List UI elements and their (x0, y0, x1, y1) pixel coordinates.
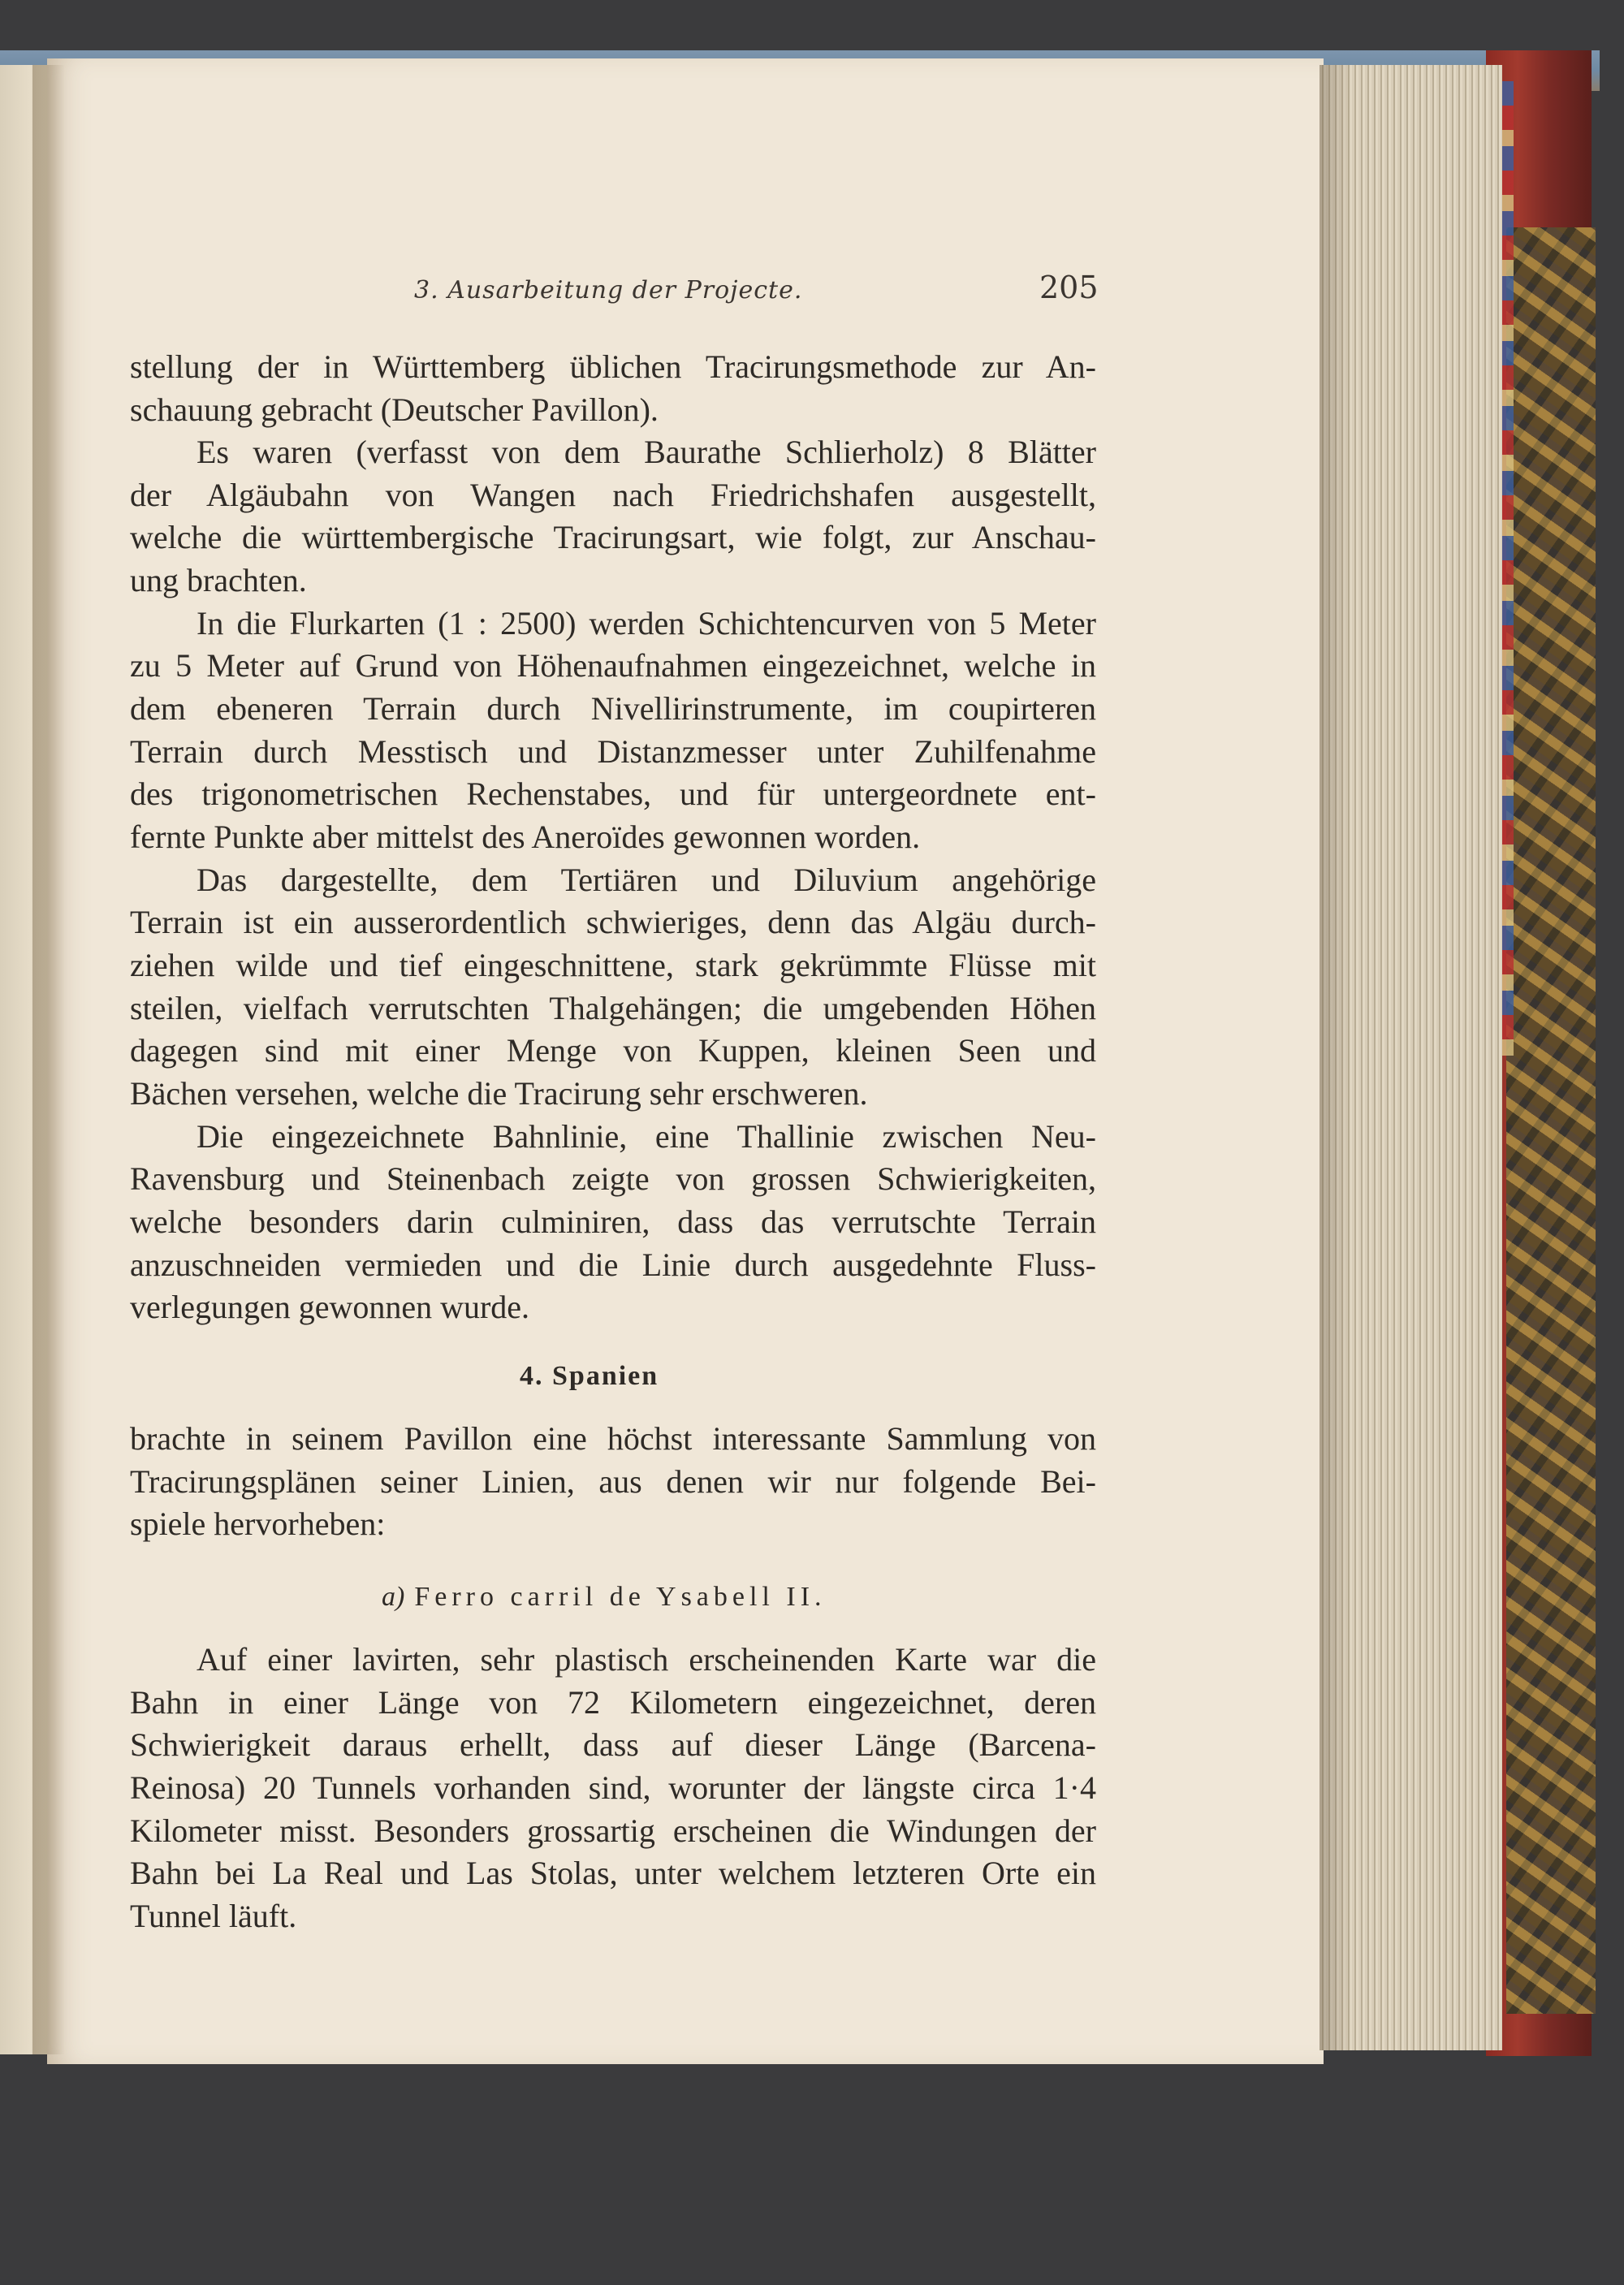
text-line: welche besonders darin culminiren, dass das verrutschte Terrain (130, 1203, 1096, 1240)
text-line: ziehen wilde und tief eingeschnittene, stark gekrümmte Flüsse mit (130, 947, 1096, 983)
text-line: fernte Punkte aber mittelst des Aneroïdes gewonnen worden. (130, 819, 921, 855)
text-line: Schwierigkeit daraus erhellt, dass auf dieser Länge (Barcena- (130, 1726, 1096, 1763)
text-line: In die Flurkarten (1 : 2500) werden Schichtencurven von 5 Meter (197, 605, 1096, 641)
text-line: Bahn in einer Länge von 72 Kilometern eingezeichnet, deren (130, 1684, 1096, 1721)
text-line: anzuschneiden vermieden und die Linie durch ausgedehnte Fluss- (130, 1246, 1096, 1283)
text-line: verlegungen gewonnen wurde. (130, 1289, 530, 1325)
text-line: Kilometer misst. Besonders grossartig erscheinen die Windungen der (130, 1812, 1096, 1849)
text-line: zu 5 Meter auf Grund von Höhenaufnahmen eingezeichnet, welche in (130, 647, 1096, 684)
page-block-shadow (1320, 65, 1352, 2050)
text-line: ung brachten. (130, 562, 307, 598)
text-line: der Algäubahn von Wangen nach Friedrichshafen ausgestellt, (130, 477, 1096, 513)
text-line: schauung gebracht (Deutscher Pavillon). (130, 391, 659, 428)
text-line: stellung der in Württemberg üblichen Tracirungsmethode zur An- (130, 348, 1096, 385)
text-line: dagegen sind mit einer Menge von Kuppen, kleinen Seen und (130, 1032, 1096, 1069)
text-line: Ravensburg und Steinenbach zeigte von grossen Schwierigkeiten, (130, 1160, 1096, 1197)
text-line: Es waren (verfasst von dem Baurathe Schlierholz) 8 Blätter (197, 434, 1096, 470)
text-line: Das dargestellte, dem Tertiären und Diluvium angehörige (197, 862, 1096, 898)
text-line: Terrain ist ein ausserordentlich schwieriges, denn das Algäu durch- (130, 904, 1096, 940)
page-number: 205 (1039, 270, 1099, 305)
text-line: welche die württembergische Tracirungsart, wie folgt, zur Anschau- (130, 519, 1096, 555)
text-line: Tunnel läuft. (130, 1898, 297, 1934)
text-line: dem ebeneren Terrain durch Nivellirinstrumente, im coupirteren (130, 690, 1096, 727)
marbled-endpaper (1506, 227, 1596, 2014)
text-line: Auf einer lavirten, sehr plastisch erscheinenden Karte war die (197, 1641, 1096, 1678)
text-line: brachte in seinem Pavillon eine höchst interessante Sammlung von (130, 1420, 1096, 1457)
section-heading: 4. Spanien (520, 1361, 659, 1391)
text-line: Terrain durch Messtisch und Distanzmesser unter Zuhilfenahme (130, 733, 1096, 770)
marbled-edge-strip (1502, 81, 1514, 1056)
subsection-title: Ferro carril de Ysabell II. (414, 1582, 827, 1612)
running-head: 3. Ausarbeitung der Projecte. (414, 276, 803, 305)
text-line: Die eingezeichnete Bahnlinie, eine Thallinie zwischen Neu- (197, 1118, 1096, 1155)
text-line: Bächen versehen, welche die Tracirung sehr erschweren. (130, 1075, 868, 1112)
text-line: Reinosa) 20 Tunnels vorhanden sind, worunter der längste circa 1·4 (130, 1769, 1096, 1806)
text-line: Bahn bei La Real und Las Stolas, unter welchem letzteren Orte ein (130, 1855, 1096, 1891)
text-line: des trigonometrischen Rechenstabes, und für untergeordnete ent- (130, 775, 1096, 812)
page-gutter-shadow (32, 65, 65, 2054)
subsection-heading (382, 1582, 827, 1613)
text-line: steilen, vielfach verrutschten Thalgehängen; die umgebenden Höhen (130, 990, 1096, 1026)
text-line: spiele hervorheben: (130, 1505, 386, 1542)
subsection-marker: a) (382, 1582, 405, 1612)
text-line: Tracirungsplänen seiner Linien, aus denen wir nur folgende Bei- (130, 1463, 1096, 1500)
